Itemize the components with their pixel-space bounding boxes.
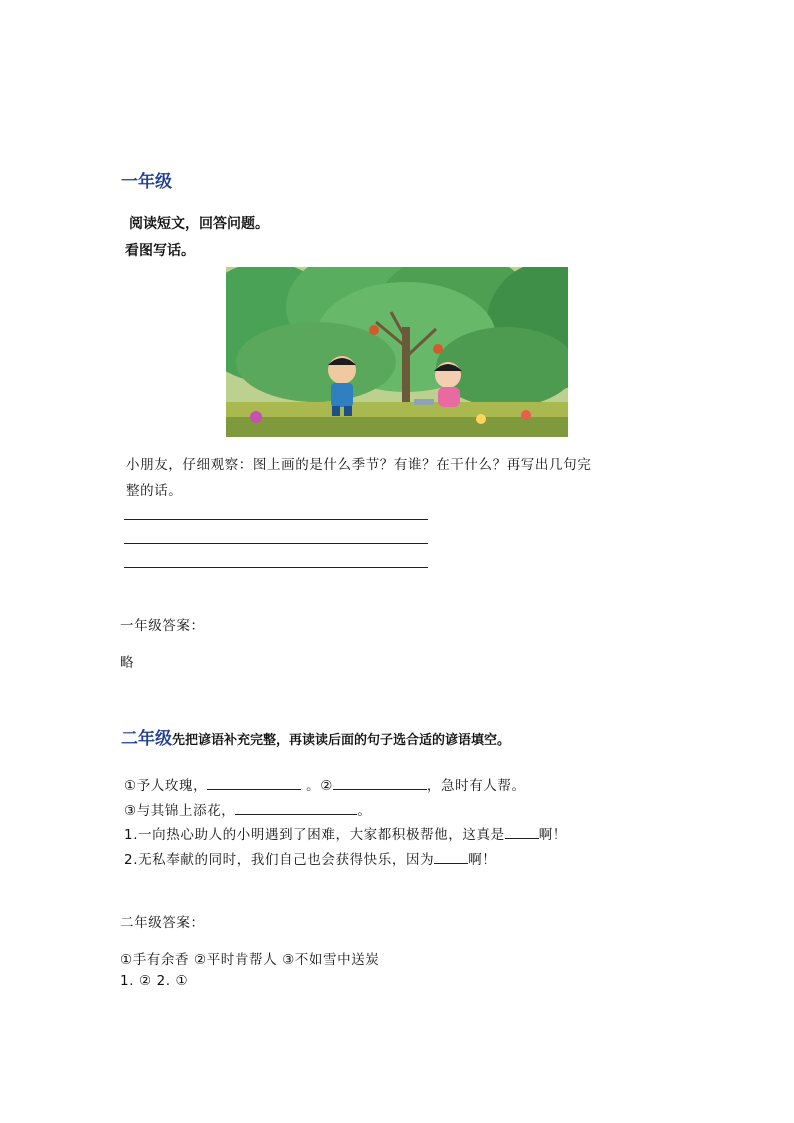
grade2-instruction: 先把谚语补充完整，再读读后面的句子选合适的谚语填空。: [172, 733, 511, 748]
grade2-answer-line1: ①手有余香 ②平时肯帮人 ③不如雪中送炭: [120, 952, 380, 968]
s2-part-b: 啊！: [468, 852, 497, 868]
grade2-question1: [124, 774, 526, 794]
grade2-answer-line2: 1. ② 2. ①: [120, 973, 189, 989]
grade1-heading: 一年级: [121, 172, 172, 192]
s1-part-b: 啊！: [538, 827, 567, 843]
grade2-answer-label: 二年级答案：: [120, 915, 205, 931]
grade1-answer-label: 一年级答案：: [120, 618, 205, 634]
grade2-sentence1: [124, 823, 567, 843]
q2-part-b: 。: [357, 803, 372, 819]
q2-part-a: ③与其锦上添花，: [124, 803, 236, 819]
writing-line-2[interactable]: [124, 543, 428, 544]
children-planting-tree-illustration: [226, 267, 568, 437]
q1-part-c: ，急时有人帮。: [426, 778, 526, 794]
grade2-heading: 二年级: [121, 729, 172, 749]
s1-blank[interactable]: [505, 824, 539, 839]
grade2-sentence2: [124, 848, 496, 868]
writing-line-1[interactable]: [124, 519, 428, 520]
grade1-prompt-line1: 小朋友，仔细观察：图上画的是什么季节？有谁？在干什么？再写出几句完: [126, 457, 592, 473]
grade1-instruction-read: 阅读短文，回答问题。: [129, 216, 269, 232]
grade1-prompt-line2: 整的话。: [126, 483, 183, 499]
writing-line-3[interactable]: [124, 567, 428, 568]
q1-part-b: 。②: [301, 778, 333, 794]
grade1-answer: 略: [120, 655, 135, 671]
s2-blank[interactable]: [434, 849, 468, 864]
s2-part-a: 2.无私奉献的同时，我们自己也会获得快乐，因为: [124, 852, 435, 868]
s1-part-a: 1.一向热心助人的小明遇到了困难，大家都积极帮他，这真是: [124, 827, 505, 843]
grade1-instruction-picture: 看图写话。: [125, 243, 195, 259]
q1-part-a: ①予人玫瑰，: [124, 778, 208, 794]
q1-blank-2[interactable]: [333, 775, 427, 790]
q1-blank-1[interactable]: [207, 775, 301, 790]
grade2-header: [121, 724, 510, 749]
grade2-question2: [124, 799, 372, 819]
q2-blank[interactable]: [235, 800, 357, 815]
